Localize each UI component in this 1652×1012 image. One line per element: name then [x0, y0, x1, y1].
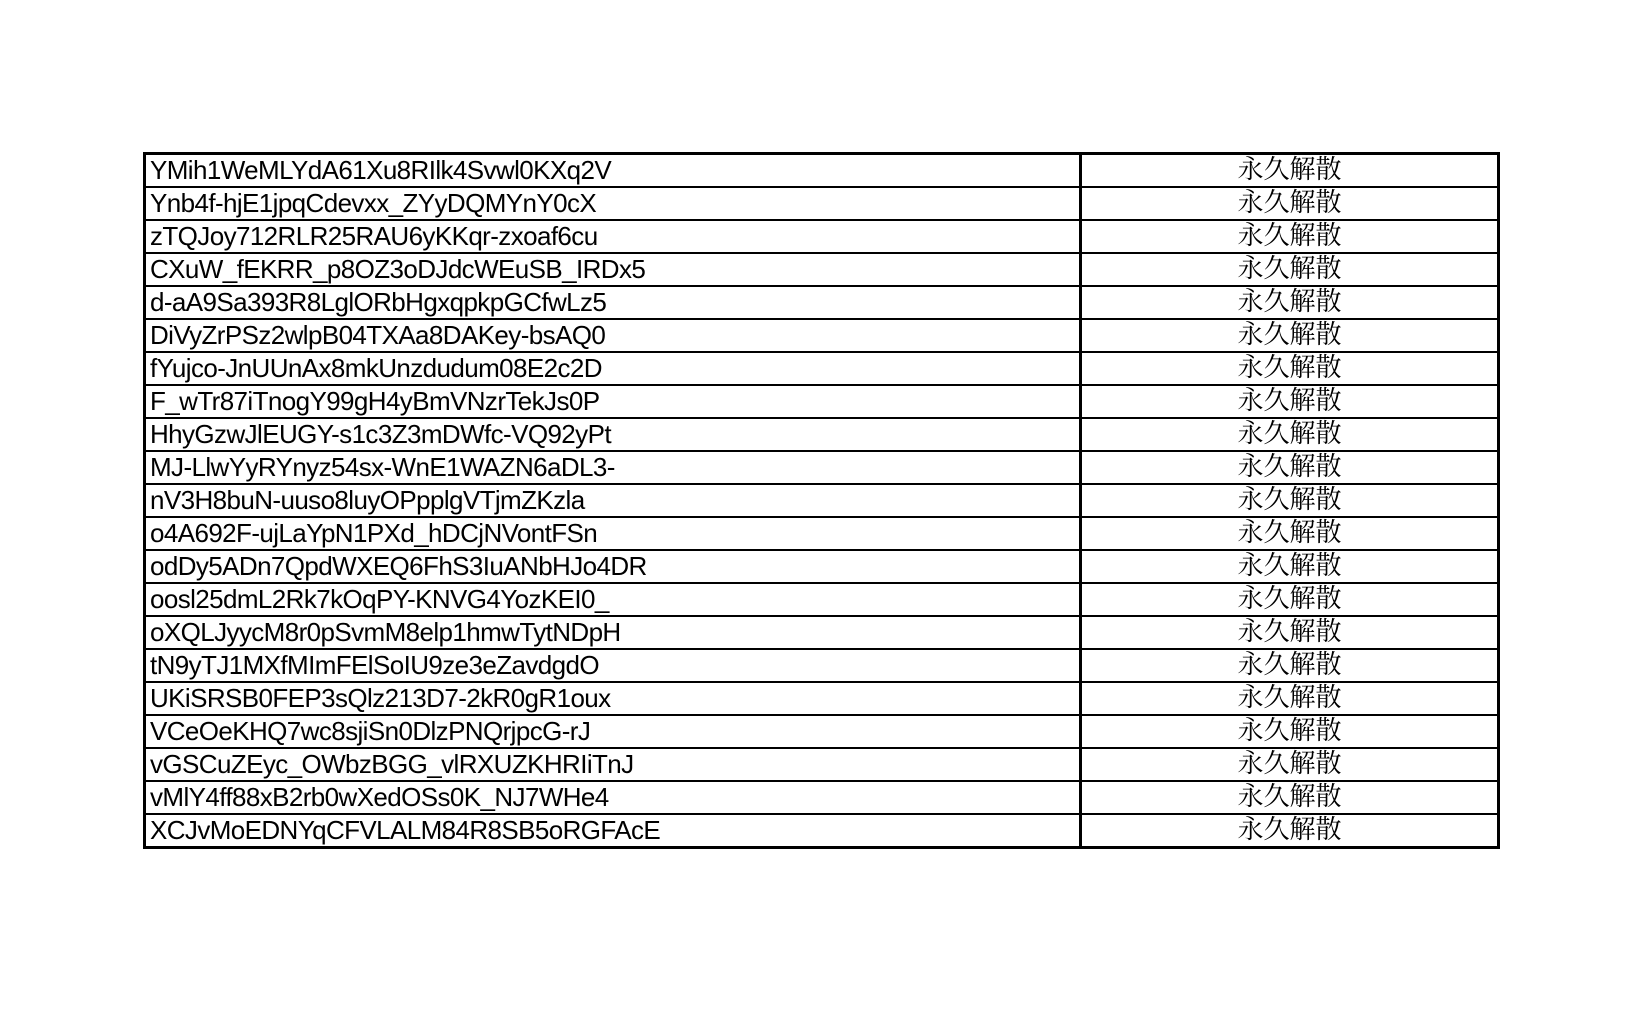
- table-row: [145, 781, 1499, 814]
- status-cell: 永久解散: [1081, 154, 1499, 188]
- table-row: [145, 154, 1499, 188]
- table-row: [145, 715, 1499, 748]
- table-row: [145, 352, 1499, 385]
- code-cell: UKiSRSB0FEP3sQlz213D7-2kR0gR1oux: [145, 682, 1081, 715]
- code-cell: HhyGzwJlEUGY-s1c3Z3mDWfc-VQ92yPt: [145, 418, 1081, 451]
- code-cell: tN9yTJ1MXfMImFElSoIU9ze3eZavdgdO: [145, 649, 1081, 682]
- table-row: [145, 253, 1499, 286]
- status-cell: 永久解散: [1081, 484, 1499, 517]
- code-cell: d-aA9Sa393R8LglORbHgxqpkpGCfwLz5: [145, 286, 1081, 319]
- code-cell: o4A692F-ujLaYpN1PXd_hDCjNVontFSn: [145, 517, 1081, 550]
- status-cell: 永久解散: [1081, 748, 1499, 781]
- code-cell: oXQLJyycM8r0pSvmM8elp1hmwTytNDpH: [145, 616, 1081, 649]
- status-cell: 永久解散: [1081, 649, 1499, 682]
- code-cell: DiVyZrPSz2wlpB04TXAa8DAKey-bsAQ0: [145, 319, 1081, 352]
- code-cell: YMih1WeMLYdA61Xu8RIlk4Svwl0KXq2V: [145, 154, 1081, 188]
- status-cell: 永久解散: [1081, 385, 1499, 418]
- code-cell: Ynb4f-hjE1jpqCdevxx_ZYyDQMYnY0cX: [145, 187, 1081, 220]
- code-cell: CXuW_fEKRR_p8OZ3oDJdcWEuSB_IRDx5: [145, 253, 1081, 286]
- table-row: [145, 550, 1499, 583]
- status-cell: 永久解散: [1081, 253, 1499, 286]
- status-cell: 永久解散: [1081, 352, 1499, 385]
- status-cell: 永久解散: [1081, 616, 1499, 649]
- status-cell: 永久解散: [1081, 451, 1499, 484]
- status-cell: 永久解散: [1081, 418, 1499, 451]
- table-row: [145, 814, 1499, 848]
- table-body: [145, 154, 1499, 848]
- code-status-table: [143, 152, 1500, 849]
- status-cell: 永久解散: [1081, 781, 1499, 814]
- table-row: [145, 451, 1499, 484]
- code-cell: zTQJoy712RLR25RAU6yKKqr-zxoaf6cu: [145, 220, 1081, 253]
- table-row: [145, 517, 1499, 550]
- status-cell: 永久解散: [1081, 517, 1499, 550]
- status-cell: 永久解散: [1081, 814, 1499, 848]
- table-row: [145, 286, 1499, 319]
- status-cell: 永久解散: [1081, 583, 1499, 616]
- table-row: [145, 385, 1499, 418]
- status-cell: 永久解散: [1081, 220, 1499, 253]
- table-row: [145, 418, 1499, 451]
- code-cell: vGSCuZEyc_OWbzBGG_vlRXUZKHRIiTnJ: [145, 748, 1081, 781]
- code-cell: fYujco-JnUUnAx8mkUnzdudum08E2c2D: [145, 352, 1081, 385]
- code-cell: nV3H8buN-uuso8luyOPpplgVTjmZKzla: [145, 484, 1081, 517]
- code-cell: odDy5ADn7QpdWXEQ6FhS3IuANbHJo4DR: [145, 550, 1081, 583]
- status-cell: 永久解散: [1081, 187, 1499, 220]
- table-row: [145, 484, 1499, 517]
- status-cell: 永久解散: [1081, 682, 1499, 715]
- status-cell: 永久解散: [1081, 319, 1499, 352]
- status-cell: 永久解散: [1081, 715, 1499, 748]
- code-cell: vMlY4ff88xB2rb0wXedOSs0K_NJ7WHe4: [145, 781, 1081, 814]
- table-row: [145, 649, 1499, 682]
- table-row: [145, 319, 1499, 352]
- code-cell: oosl25dmL2Rk7kOqPY-KNVG4YozKEI0_: [145, 583, 1081, 616]
- status-cell: 永久解散: [1081, 286, 1499, 319]
- table-row: [145, 616, 1499, 649]
- table-row: [145, 682, 1499, 715]
- code-cell: VCeOeKHQ7wc8sjiSn0DlzPNQrjpcG-rJ: [145, 715, 1081, 748]
- status-cell: 永久解散: [1081, 550, 1499, 583]
- code-cell: F_wTr87iTnogY99gH4yBmVNzrTekJs0P: [145, 385, 1081, 418]
- code-cell: MJ-LlwYyRYnyz54sx-WnE1WAZN6aDL3-: [145, 451, 1081, 484]
- code-cell: XCJvMoEDNYqCFVLALM84R8SB5oRGFAcE: [145, 814, 1081, 848]
- table-row: [145, 583, 1499, 616]
- table-row: [145, 187, 1499, 220]
- table-row: [145, 748, 1499, 781]
- table-row: [145, 220, 1499, 253]
